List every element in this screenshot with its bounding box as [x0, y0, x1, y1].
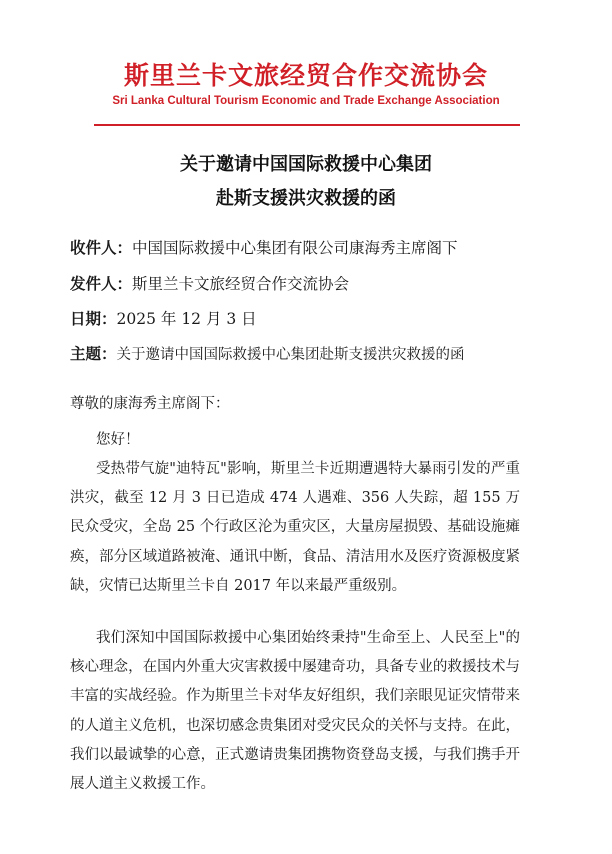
date-label: 日期： — [70, 310, 117, 328]
body-paragraph-2: 我们深知中国国际救援中心集团始终秉持"生命至上、人民至上"的核心理念，在国内外重大灾害救援中屡建奇功，具备专业的救援技术与丰富的实战经验。作为斯里兰卡对华友好组织，我们亲眼见证灾情带来的人道主义危机，也深切感念贵集团对受灾民众的关怀与支持。在此，我们以最诚挚的心意，正式邀请贵集团携物资登岛支援，与我们携手开展人道主义救援工作。 — [70, 630, 520, 793]
organization-name-chinese: 斯里兰卡文旅经贸合作交流协会 — [123, 61, 488, 90]
sender-label: 发件人： — [70, 275, 133, 293]
greeting: 您好！ — [96, 432, 140, 448]
letter-title-line1: 关于邀请中国国际救援中心集团 — [180, 154, 432, 175]
body-paragraph-1: 受热带气旋"迪特瓦"影响，斯里兰卡近期遭遇特大暴雨引发的严重洪灾，截至 12 月 3 日已造成 474 人遇难、356 人失踪，超 155 万民众受灾，全岛 25 个行政区沦为重灾区，大量房屋损毁、基础设施瘫痪，部分区域道路被淹、通讯中断，食品、清洁用水及医疗资源极度紧缺，灾情已达斯里兰卡自 2017 年以来最严重级别。 — [70, 461, 520, 594]
header-divider — [94, 124, 520, 126]
salutation: 尊敬的康海秀主席阁下： — [70, 396, 230, 412]
subject-label: 主题： — [70, 345, 117, 363]
organization-name-english: Sri Lanka Cultural Tourism Economic and Trade Exchange Association — [112, 95, 500, 107]
subject-row — [70, 342, 465, 364]
date-value: 2025 年 12 月 3 日 — [116, 310, 257, 328]
sender-row — [70, 272, 349, 294]
subject-value: 关于邀请中国国际救援中心集团赴斯支援洪灾救援的函 — [116, 347, 465, 363]
recipient-value: 中国国际救援中心集团有限公司康海秀主席阁下 — [132, 239, 458, 257]
recipient-label: 收件人： — [70, 239, 133, 257]
letter-title-line2: 赴斯支援洪灾救援的函 — [216, 188, 396, 209]
date-row — [70, 307, 257, 329]
recipient-row — [70, 236, 458, 258]
sender-value: 斯里兰卡文旅经贸合作交流协会 — [132, 275, 350, 293]
